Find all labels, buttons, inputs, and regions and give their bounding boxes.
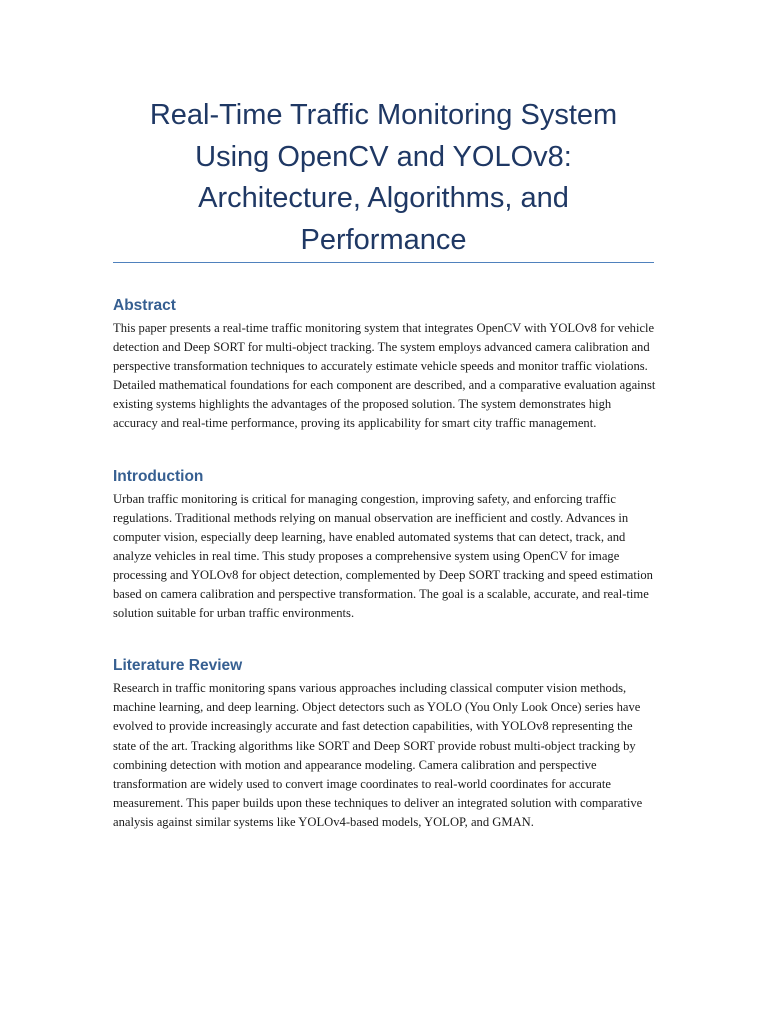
section-heading-abstract: Abstract	[113, 297, 176, 314]
section-abstract	[113, 296, 657, 434]
section-body-abstract: This paper presents a real-time traffic monitoring system that integrates OpenCV with YOLOv8 for vehicle detection and Deep SORT for multi-object tracking. The system employs advanced camera calibration and perspective transformation techniques to accurately estimate vehicle speeds and monitor traffic violations. Detailed mathematical foundations for each component are described, and a comparative evaluation against existing systems highlights the advantages of the proposed solution. The system demonstrates high accuracy and real-time performance, proving its applicability for smart city traffic management.	[113, 321, 656, 431]
section-body-literature-review: Research in traffic monitoring spans various approaches including classical computer vision methods, machine learning, and deep learning. Object detectors such as YOLO (You Only Look Once) series have evolved to provide increasingly accurate and fast detection capabilities, with YOLOv8 representing the state of the art. Tracking algorithms like SORT and Deep SORT provide robust multi-object tracking by combining detection with motion and appearance modeling. Camera calibration and perspective transformation are widely used to convert image coordinates to real-world coordinates for accurate measurement. This paper builds upon these techniques to deliver an integrated solution with comparative analysis against similar systems like YOLOv4-based models, YOLOP, and GMAN.	[113, 681, 643, 829]
paper-content	[113, 296, 657, 865]
section-heading-introduction: Introduction	[113, 467, 204, 485]
section-heading-literature-review: Literature Review	[113, 657, 243, 675]
section-literature-review	[113, 656, 657, 832]
paper-title: Real-Time Traffic Monitoring System Using OpenCV and YOLOv8: Architecture, Algorithms, and Performance	[149, 99, 618, 256]
section-body-introduction: Urban traffic monitoring is critical for managing congestion, improving safety, and enforcing traffic regulations. Traditional methods relying on manual observation are inefficient and costly. Advances in computer vision, especially deep learning, have enabled automated systems that can detect, track, and analyze vehicles in real time. This study proposes a comprehensive system using OpenCV for image processing and YOLOv8 for object detection, complemented by Deep SORT tracking and speed estimation based on camera calibration and perspective transformation. The goal is a scalable, accurate, and real-time solution suitable for urban traffic environments.	[113, 491, 653, 621]
title-divider	[113, 262, 654, 263]
section-introduction	[113, 467, 657, 624]
